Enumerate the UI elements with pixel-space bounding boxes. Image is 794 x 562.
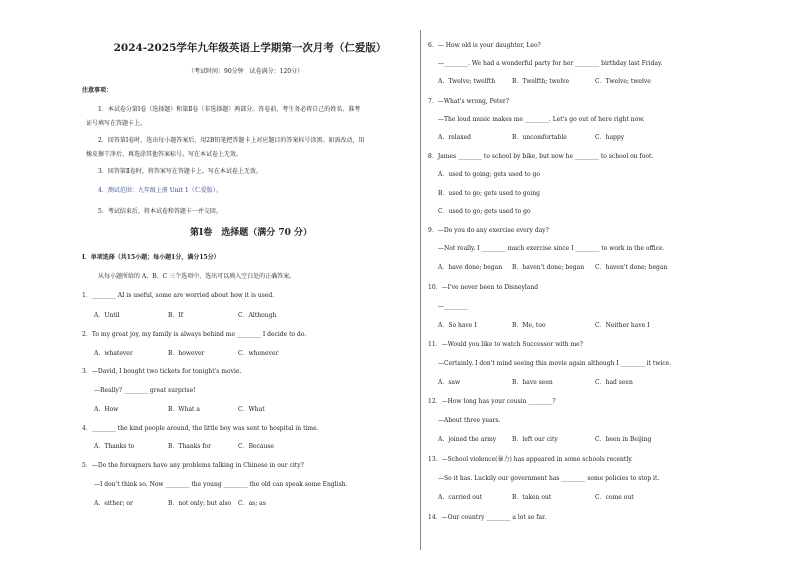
question-text: 1．________ AI is useful, some are worried about how it is used.: [82, 292, 275, 299]
option: C．come out: [595, 494, 634, 501]
question-text: 2．To my great joy, my family is always behind me ________ I decide to do.: [82, 331, 307, 338]
question-text: —The loud music makes me ________. Let's go out of here right now.: [438, 116, 645, 123]
option: A．Thanks to: [94, 443, 135, 450]
question-text: —Certainly. I don't mind seeing this movie again although I ________ it twice.: [438, 360, 672, 367]
option: C．had seen: [595, 379, 633, 386]
question-text: 12．—How long has your cousin ________?: [428, 398, 556, 405]
option: B．haven't done; began: [512, 264, 585, 271]
notice-line: 4．测试范围：九年级上册 Unit 1（仁爱版）。: [98, 187, 222, 194]
option: B．Twelfth; twelve: [512, 78, 570, 85]
option: A．relaxed: [438, 134, 472, 141]
option: B．What a: [168, 406, 200, 413]
option: C．as; as: [238, 500, 266, 507]
option: A．carried out: [438, 494, 483, 501]
option: C．haven't done; began: [595, 264, 668, 271]
option: C．Neither have I: [595, 322, 650, 329]
option: A．joined the army: [438, 436, 497, 443]
option: C．whenever: [238, 350, 279, 357]
option: A．either; or: [94, 500, 133, 507]
option: A．whatever: [94, 350, 133, 357]
notice-line: 证号填写在答题卡上。: [86, 120, 147, 127]
option: C．Because: [238, 443, 274, 450]
question-text: 6．— How old is your daughter, Leo?: [428, 42, 541, 49]
question-text: 13．—School violence(暴力) has appeared in some schools recently.: [428, 456, 633, 463]
option: A．saw: [438, 379, 461, 386]
question-text: 10．—I've never been to Disneyland: [428, 284, 539, 291]
option: A．Until: [94, 312, 120, 319]
question-text: 11．—Would you like to watch Successor with me?: [428, 341, 583, 348]
option: C．happy: [595, 134, 625, 141]
notice-line: 5．考试结束后，将本试卷和答题卡一并交回。: [98, 208, 222, 215]
option: B．Thanks for: [168, 443, 212, 450]
option: A．have done; began: [438, 264, 503, 271]
option: C．What: [238, 406, 265, 413]
notice-line: 1．本试卷分第Ⅰ卷（选择题）和第Ⅱ卷（非选择题）两部分。答卷前，考生务必将自己的姓名、准考: [98, 106, 361, 113]
part-title: I．单项选择（共15小题；每小题1分，满分15分）: [82, 254, 220, 261]
option: B．left our city: [512, 436, 558, 443]
option: B．Me, too: [512, 322, 546, 329]
option: B．uncomfortable: [512, 134, 567, 141]
question-text: —So it has. Luckily our government has ________ some policies to stop it.: [438, 475, 660, 482]
question-text: —________: [438, 303, 468, 310]
exam-title: 2024-2025学年九年级英语上学期第一次月考（仁爱版）: [113, 42, 387, 54]
question-text: 8．James ________ to school by bike, but now he ________ to school on foot.: [428, 153, 654, 160]
option: B．taken out: [512, 494, 552, 501]
notice-line: 2．回答第Ⅰ卷时，选出每小题答案后，用2B铅笔把答题卡上对应题目的答案标号涂黑。如需改动，用: [98, 137, 365, 144]
option: C．Although: [238, 312, 277, 319]
question-text: 9．—Do you do any exercise every day?: [428, 227, 549, 234]
option: A．used to going; gets used to go: [438, 171, 540, 178]
option: A．How: [94, 406, 119, 413]
option: B．have seen: [512, 379, 553, 386]
option: C．used to go; gets used to go: [438, 208, 531, 215]
option: A．Twelve; twelfth: [438, 78, 496, 85]
part-instruction: 从每小题所给的 A、B、C 三个选项中，选出可以填入空白处的正确答案。: [98, 273, 296, 280]
option: C．been in Beijing: [595, 436, 652, 443]
option: A．So have I: [438, 322, 477, 329]
question-text: —About three years.: [438, 417, 501, 424]
question-text: —Really? ________ great surprise!: [94, 387, 196, 394]
section-title: 第Ⅰ卷 选择题（满分 70 分）: [190, 228, 313, 238]
option: B．used to go; gets used to going: [438, 190, 541, 197]
column-divider: [420, 30, 421, 550]
question-text: 4．________ the kind people around, the little boy was sent to hospital in time.: [82, 425, 319, 432]
question-text: —________. We had a wonderful party for her ________ birthday last Friday.: [438, 60, 663, 67]
option: C．Twelve; twelve: [595, 78, 651, 85]
exam-subtitle: （考试时间：90分钟 试卷满分：120分）: [188, 68, 304, 75]
question-text: 3．—David, I bought two tickets for tonight's movie.: [82, 368, 242, 375]
question-text: —I don't think so. Now ________ the young ________ the old can speak some English.: [94, 481, 348, 488]
notice-line: 3．回答第Ⅱ卷时，将答案写在答题卡上。写在本试卷上无效。: [98, 168, 262, 175]
question-text: 14．—Our country ________ a lot so far.: [428, 514, 547, 521]
question-text: 7．—What's wrong, Peter?: [428, 98, 509, 105]
notice-title: 注意事项：: [82, 87, 113, 94]
option: B．not only; but also: [168, 500, 232, 507]
question-text: 5．—Do the foreigners have any problems talking in Chinese in our city?: [82, 462, 304, 469]
option: B．however: [168, 350, 205, 357]
notice-line: 橡皮擦干净后，再选涂其他答案标号。写在本试卷上无效。: [86, 151, 243, 158]
option: B．If: [168, 312, 184, 319]
question-text: —Not really. I ________ much exercise since I ________ to work in the office.: [438, 245, 665, 252]
